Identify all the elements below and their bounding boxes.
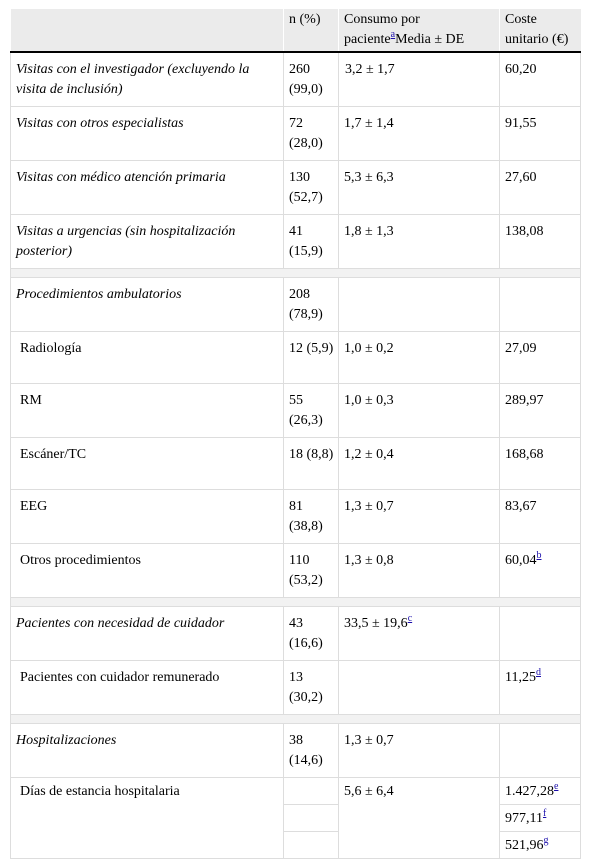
footnote-link-g[interactable]: g	[543, 835, 549, 846]
row-consumo: 1,3 ± 0,7	[339, 490, 500, 544]
header-concept	[11, 9, 284, 52]
row-consumo: 1,3 ± 0,8	[339, 544, 500, 598]
row-coste: 27,60	[500, 161, 581, 215]
row-consumo: 1,0 ± 0,3	[339, 384, 500, 438]
row-label: Pacientes con necesidad de cuidador	[11, 607, 284, 661]
footnote-link-c[interactable]: c	[407, 613, 413, 624]
coste-value: 1.427,28	[505, 784, 554, 799]
coste-value: 521,96	[505, 838, 544, 853]
row-label: Radiología	[11, 332, 284, 384]
header-consumo-line1: Consumo por	[344, 12, 420, 27]
table-row	[11, 107, 581, 161]
section-divider	[11, 269, 581, 278]
row-n: 208 (78,9)	[284, 278, 339, 332]
table-row	[11, 215, 581, 269]
table-row	[11, 607, 581, 661]
row-coste: 60,20	[500, 52, 581, 107]
section-divider	[11, 598, 581, 607]
footnote-link-d[interactable]: d	[535, 667, 541, 678]
row-n	[284, 805, 339, 832]
row-consumo: 1,0 ± 0,2	[339, 332, 500, 384]
footnote-link-f[interactable]: f	[542, 808, 547, 819]
row-coste: 27,09	[500, 332, 581, 384]
table-row	[11, 384, 581, 438]
row-coste	[500, 778, 581, 805]
row-consumo	[339, 661, 500, 715]
row-consumo: 3,2 ± 1,7	[339, 52, 500, 107]
table-row	[11, 661, 581, 715]
row-n: 43 (16,6)	[284, 607, 339, 661]
table-row	[11, 490, 581, 544]
coste-value: 60,04	[505, 553, 537, 568]
row-n: 12 (5,9)	[284, 332, 339, 384]
table-row	[11, 724, 581, 778]
coste-value: 11,25	[505, 670, 536, 685]
header-coste	[500, 9, 581, 52]
row-label: Pacientes con cuidador remunerado	[11, 661, 284, 715]
row-coste: 91,55	[500, 107, 581, 161]
table-row	[11, 438, 581, 490]
row-coste: 83,67	[500, 490, 581, 544]
row-n	[284, 778, 339, 805]
footnote-link-e[interactable]: e	[554, 781, 559, 792]
row-consumo: 5,3 ± 6,3	[339, 161, 500, 215]
row-consumo: 1,8 ± 1,3	[339, 215, 500, 269]
row-n: 81 (38,8)	[284, 490, 339, 544]
row-label: Visitas a urgencias (sin hospitalización posterior)	[11, 215, 284, 269]
row-coste: 168,68	[500, 438, 581, 490]
table-row	[11, 778, 581, 805]
coste-value: 977,11	[505, 811, 543, 826]
row-n: 260 (99,0)	[284, 52, 339, 107]
row-n: 41 (15,9)	[284, 215, 339, 269]
row-consumo	[339, 278, 500, 332]
row-n: 13 (30,2)	[284, 661, 339, 715]
row-label: Días de estancia hospitalaria	[11, 778, 284, 859]
header-consumo-paciente: paciente	[344, 32, 391, 47]
row-coste: 138,08	[500, 215, 581, 269]
row-n: 110 (53,2)	[284, 544, 339, 598]
row-coste	[500, 661, 581, 715]
table-row	[11, 544, 581, 598]
header-coste-line1: Coste	[505, 12, 537, 27]
row-n: 55 (26,3)	[284, 384, 339, 438]
table-row	[11, 278, 581, 332]
row-consumo	[339, 607, 500, 661]
footnote-link-a[interactable]: a	[390, 29, 396, 40]
header-coste-line2: unitario (€)	[505, 32, 569, 47]
row-label: Escáner/TC	[11, 438, 284, 490]
table-row	[11, 332, 581, 384]
row-coste	[500, 607, 581, 661]
row-consumo: 1,3 ± 0,7	[339, 724, 500, 778]
header-consumo	[339, 9, 500, 52]
row-consumo: 5,6 ± 6,4	[339, 778, 500, 859]
row-n: 18 (8,8)	[284, 438, 339, 490]
table-row	[11, 52, 581, 107]
row-coste	[500, 544, 581, 598]
header-consumo-media: Media ± DE	[395, 32, 465, 47]
row-label: EEG	[11, 490, 284, 544]
footnote-link-b[interactable]: b	[536, 550, 542, 561]
row-n: 38 (14,6)	[284, 724, 339, 778]
row-coste	[500, 724, 581, 778]
row-coste	[500, 805, 581, 832]
row-n: 130 (52,7)	[284, 161, 339, 215]
table-row	[11, 161, 581, 215]
row-label: Visitas con médico atención primaria	[11, 161, 284, 215]
row-label: Hospitalizaciones	[11, 724, 284, 778]
resource-cost-table	[10, 9, 581, 859]
row-coste	[500, 278, 581, 332]
row-coste: 289,97	[500, 384, 581, 438]
row-label: Procedimientos ambulatorios	[11, 278, 284, 332]
row-label: Visitas con el investigador (excluyendo la visita de inclusión)	[11, 52, 284, 107]
row-n	[284, 832, 339, 859]
row-coste	[500, 832, 581, 859]
row-n: 72 (28,0)	[284, 107, 339, 161]
row-consumo: 1,2 ± 0,4	[339, 438, 500, 490]
header-n-percent: n (%)	[284, 9, 339, 52]
row-consumo: 1,7 ± 1,4	[339, 107, 500, 161]
consumo-value: 33,5 ± 19,6	[344, 616, 408, 631]
row-label: Visitas con otros especialistas	[11, 107, 284, 161]
table-header-row	[11, 9, 581, 52]
row-label: RM	[11, 384, 284, 438]
section-divider	[11, 715, 581, 724]
row-label: Otros procedimientos	[11, 544, 284, 598]
